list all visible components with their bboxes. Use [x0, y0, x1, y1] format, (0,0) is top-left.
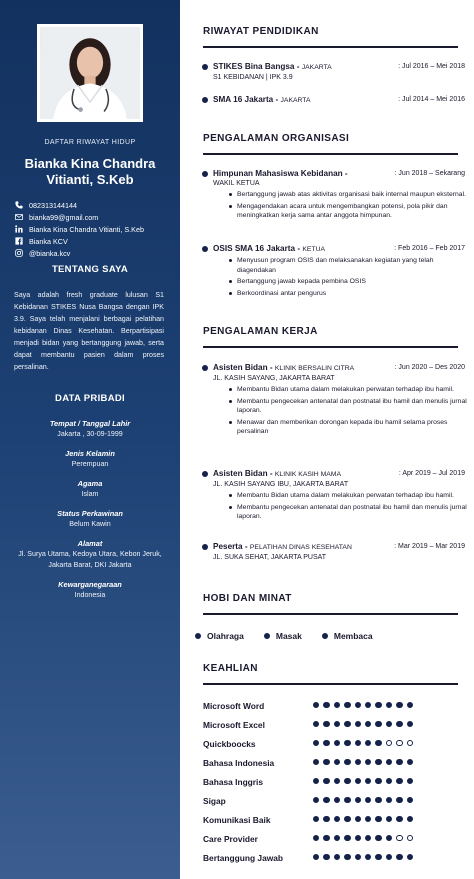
pd-value: Jakarta , 30-09-1999 [57, 430, 123, 438]
personal-address [0, 538, 180, 571]
skill-dot-empty [386, 740, 392, 746]
skill-rating [313, 835, 417, 841]
skill-dot-filled [386, 702, 392, 708]
pd-label: Kewarganegaraan [58, 580, 122, 589]
skill-rating [313, 797, 417, 803]
skill-dot-filled [344, 797, 350, 803]
skill-row [203, 719, 463, 731]
work-section [203, 326, 474, 340]
bullet-point: Mengagendakan acara untuk mengembangkan potensi, pola pikir dan meningkatkan kerja sama antar anggota himpunan. [213, 202, 474, 221]
entry-bullets [213, 385, 474, 437]
contact-instagram-text: @bianka.kcv [29, 248, 71, 258]
bullet-dot [202, 544, 208, 550]
skill-dot-filled [344, 854, 350, 860]
entry-name: Himpunan Mahasiswa Kebidanan - [213, 169, 348, 178]
skill-row [203, 852, 463, 864]
skill-row [203, 700, 463, 712]
skill-rating [313, 778, 417, 784]
skill-dot-filled [323, 816, 329, 822]
skill-dot-filled [375, 816, 381, 822]
skill-dot-filled [334, 835, 340, 841]
about-text: Saya adalah fresh graduate lulusan S1 Kebidanan STIKES Nusa Bangsa dengan IPK 3.9. Saya telah menjalani berbagai pelatihan kebidanan Dinas Kesehatan. Berpartisipasi menjadi bidan yang bertanggung jawab, serta dapat membantu pasien dalam proses persalinan. [14, 291, 164, 371]
skill-dot-filled [344, 702, 350, 708]
pd-label: Tempat / Tanggal Lahir [49, 419, 131, 428]
skill-dot-filled [386, 721, 392, 727]
skill-dot-filled [323, 702, 329, 708]
skill-dot-filled [323, 759, 329, 765]
contact-list [14, 199, 176, 259]
skill-dot-filled [323, 721, 329, 727]
skill-dot-filled [334, 702, 340, 708]
skill-dot-filled [375, 702, 381, 708]
bullet-point: Berkoordinasi antar pengurus [213, 289, 474, 299]
skill-dot-filled [386, 835, 392, 841]
entry-date: : Mar 2019 – Mar 2019 [394, 543, 465, 550]
work-item [213, 541, 474, 563]
entry-org: PELATIHAN DINAS KESEHATAN [249, 544, 352, 551]
skill-dot-filled [344, 816, 350, 822]
skill-dot-filled [386, 759, 392, 765]
skill-dot-filled [355, 835, 361, 841]
skill-dot-filled [375, 721, 381, 727]
bullet-dot [195, 633, 201, 639]
skill-rating [313, 702, 417, 708]
education-section [203, 26, 474, 40]
skill-dot-filled [365, 797, 371, 803]
bullet-point: Membantu Bidan utama dalam melakukan perwatan terhadap ibu hamil. [213, 491, 474, 501]
skill-dot-filled [323, 797, 329, 803]
hobby-label: Membaca [333, 631, 373, 641]
skill-dot-filled [323, 854, 329, 860]
contact-linkedin[interactable] [14, 223, 176, 235]
bullet-point: Menyusun program OSIS dan melaksanakan kegiatan yang telah diagendakan [213, 256, 474, 275]
profile-photo [37, 24, 143, 122]
bullet-point: Bertanggung jawab kepada pembina OSIS [213, 277, 474, 287]
pd-label: Alamat [77, 539, 103, 548]
skill-dot-filled [355, 797, 361, 803]
bullet-dot [202, 64, 208, 70]
skill-dot-filled [396, 797, 402, 803]
entry-title [213, 362, 393, 374]
skill-dot-filled [386, 778, 392, 784]
skill-dot-filled [334, 740, 340, 746]
entry-sub: WAKIL KETUA [213, 180, 260, 187]
skill-dot-filled [365, 816, 371, 822]
pd-label: Agama [77, 479, 103, 488]
skill-dot-filled [334, 759, 340, 765]
skill-dot-filled [407, 854, 413, 860]
skill-dot-filled [313, 797, 319, 803]
skill-rating [313, 759, 417, 765]
skill-dot-filled [355, 721, 361, 727]
entry-sub: S1 KEBIDANAN | IPK 3.9 [213, 74, 293, 81]
entry-name: Asisten Bidan - [213, 363, 273, 372]
entry-org: JAKARTA [301, 64, 332, 71]
skill-name: Quickboocks [203, 739, 256, 749]
entry-sub: JL. KASIH SAYANG IBU, JAKARTA BARAT [213, 481, 349, 488]
skill-dot-filled [344, 759, 350, 765]
bullet-dot [202, 171, 208, 177]
skill-dot-filled [344, 835, 350, 841]
entry-name: SMA 16 Jakarta - [213, 95, 279, 104]
skill-dot-filled [344, 778, 350, 784]
entry-bullets [213, 256, 474, 298]
education-title: RIWAYAT PENDIDIKAN [203, 26, 319, 37]
entry-date: : Jul 2014 – Mei 2016 [398, 96, 465, 103]
skill-dot-filled [313, 740, 319, 746]
skill-dot-filled [323, 778, 329, 784]
section-divider [203, 346, 458, 348]
skill-dot-filled [323, 740, 329, 746]
contact-email-text: bianka99@gmail.com [29, 212, 99, 222]
skill-dot-filled [407, 778, 413, 784]
skill-name: Bertanggung Jawab [203, 853, 284, 863]
skill-dot-filled [375, 835, 381, 841]
skill-dot-filled [407, 721, 413, 727]
skill-dot-filled [396, 778, 402, 784]
entry-name: STIKES Bina Bangsa - [213, 62, 300, 71]
skill-dot-filled [396, 759, 402, 765]
hobby-label: Masak [275, 631, 302, 641]
facebook-icon [14, 237, 23, 246]
skill-dot-empty [407, 835, 413, 841]
contact-facebook[interactable] [14, 235, 176, 247]
entry-title [213, 541, 383, 553]
skill-name: Bahasa Indonesia [203, 758, 275, 768]
education-item [213, 61, 474, 83]
skill-rating [313, 740, 417, 746]
entry-org: KLINIK KASIH MAMA [274, 471, 341, 478]
skill-dot-filled [355, 740, 361, 746]
skill-dot-filled [365, 721, 371, 727]
skills-section [203, 663, 474, 677]
entry-date: : Apr 2019 – Jul 2019 [398, 470, 465, 477]
instagram-icon [14, 249, 23, 258]
contact-facebook-text: Bianka KCV [29, 236, 68, 246]
skill-dot-filled [386, 797, 392, 803]
work-item [213, 468, 474, 524]
full-name [0, 156, 180, 188]
email-icon [14, 213, 23, 222]
skill-dot-filled [355, 854, 361, 860]
skill-row [203, 795, 463, 807]
cv-label: DAFTAR RIWAYAT HIDUP [44, 139, 136, 146]
section-divider [203, 153, 458, 155]
profile-photo-illustration [40, 27, 140, 119]
phone-icon [14, 201, 23, 210]
skills-title: KEAHLIAN [203, 663, 258, 674]
entry-name: Asisten Bidan - [213, 469, 273, 478]
entry-org: KLINIK BERSALIN CITRA [274, 365, 355, 372]
entry-date: : Jul 2016 – Mei 2018 [398, 63, 465, 70]
skill-dot-filled [407, 797, 413, 803]
entry-org: KETUA [302, 246, 326, 253]
skill-dot-filled [407, 816, 413, 822]
skill-dot-filled [365, 778, 371, 784]
skill-row [203, 738, 463, 750]
personal-data [0, 418, 180, 609]
skill-dot-filled [365, 854, 371, 860]
skill-name: Sigap [203, 796, 226, 806]
hobby-list [195, 631, 393, 641]
section-divider [203, 683, 458, 685]
skill-dot-filled [323, 835, 329, 841]
skill-dot-filled [313, 702, 319, 708]
bullet-point: Membantu pengecekan antenatal dan postnatal ibu hamil dan menulis jurnal laporan. [213, 503, 474, 522]
work-item [213, 362, 474, 439]
pd-value: Perempuan [71, 460, 109, 468]
personal-marital [0, 508, 180, 530]
personal-data-title: DATA PRIBADI [55, 393, 125, 404]
hobby-item [264, 631, 302, 641]
organization-title: PENGALAMAN ORGANISASI [203, 133, 350, 144]
entry-date: : Jun 2018 – Sekarang [394, 170, 465, 177]
work-title: PENGALAMAN KERJA [203, 326, 318, 337]
skill-dot-filled [386, 816, 392, 822]
organization-section [203, 133, 474, 147]
pd-label: Status Perkawinan [57, 509, 123, 518]
skill-dot-filled [407, 702, 413, 708]
skill-rating [313, 854, 417, 860]
skill-name: Komunikasi Baik [203, 815, 271, 825]
linkedin-icon [14, 225, 23, 234]
personal-nationality [0, 579, 180, 601]
section-divider [203, 613, 458, 615]
pd-value: Belum Kawin [69, 520, 111, 528]
name-line-1: Bianka Kina Chandra [24, 156, 156, 171]
skill-name: Bahasa Inggris [203, 777, 264, 787]
skill-dot-filled [365, 740, 371, 746]
skill-dot-filled [344, 740, 350, 746]
pd-value: Indonesia [74, 591, 106, 599]
skill-dot-filled [355, 759, 361, 765]
bullet-point: Menawar dan memberikan dorongan kepada ibu hamil selama proses persalinan [213, 418, 474, 437]
skill-name: Microsoft Excel [203, 720, 265, 730]
bullet-dot [322, 633, 328, 639]
skill-dot-filled [344, 721, 350, 727]
skill-rating [313, 721, 417, 727]
contact-email[interactable] [14, 211, 176, 223]
entry-date: : Jun 2020 – Des 2020 [394, 364, 465, 371]
personal-birth [0, 418, 180, 440]
bullet-point: Bertanggung jawab atas aktivitas organisasi baik internal maupun eksternal. [213, 190, 474, 200]
skill-dot-filled [334, 778, 340, 784]
skill-dot-filled [334, 797, 340, 803]
entry-org: JAKARTA [280, 97, 311, 104]
skill-dot-filled [313, 778, 319, 784]
skill-rating [313, 816, 417, 822]
skill-dot-filled [396, 721, 402, 727]
skill-dot-filled [365, 835, 371, 841]
skill-dot-filled [313, 854, 319, 860]
skill-dot-filled [375, 759, 381, 765]
skill-name: Care Provider [203, 834, 258, 844]
pd-value: Jl. Surya Utama, Kedoya Utara, Kebon Jeruk, Jakarta Barat, DKI Jakarta [18, 550, 162, 569]
skill-dot-filled [355, 816, 361, 822]
skill-row [203, 814, 463, 826]
skill-dot-filled [396, 854, 402, 860]
organization-item [213, 168, 474, 223]
skill-dot-filled [375, 854, 381, 860]
entry-name: OSIS SMA 16 Jakarta - [213, 244, 301, 253]
bullet-dot [202, 97, 208, 103]
contact-linkedin-text: Bianka Kina Chandra Vitianti, S.Keb [29, 224, 144, 234]
bullet-dot [264, 633, 270, 639]
hobby-label: Olahraga [207, 631, 244, 641]
skill-dot-filled [365, 702, 371, 708]
bullet-point: Membantu Bidan utama dalam melakukan perwatan terhadap ibu hamil. [213, 385, 474, 395]
contact-instagram[interactable] [14, 247, 176, 259]
skill-dot-filled [334, 816, 340, 822]
skill-dot-empty [396, 740, 402, 746]
pd-value: Islam [81, 490, 99, 498]
entry-bullets [213, 190, 474, 221]
skill-dot-filled [334, 854, 340, 860]
entry-sub: JL. SUKA SEHAT, JAKARTA PUSAT [213, 554, 327, 561]
contact-phone[interactable] [14, 199, 176, 211]
skill-dot-filled [313, 816, 319, 822]
contact-phone-text: 082313144144 [29, 200, 77, 210]
skill-dot-filled [355, 702, 361, 708]
skill-dot-filled [407, 759, 413, 765]
bullet-point: Membantu pengecekan antenatal dan postnatal ibu hamil dan menulis jurnal laporan. [213, 397, 474, 416]
skill-row [203, 833, 463, 845]
name-line-2: Vitianti, S.Keb [46, 172, 134, 187]
entry-date: : Feb 2016 – Feb 2017 [394, 245, 465, 252]
skill-dot-empty [407, 740, 413, 746]
skill-dot-filled [375, 740, 381, 746]
pd-label: Jenis Kelamin [65, 449, 115, 458]
organization-item [213, 243, 474, 300]
skill-dot-filled [355, 778, 361, 784]
hobbies-section [203, 593, 474, 607]
skill-dot-filled [313, 721, 319, 727]
hobbies-title: HOBI DAN MINAT [203, 593, 292, 604]
skill-dot-filled [396, 816, 402, 822]
main-content [180, 0, 474, 879]
bullet-dot [202, 471, 208, 477]
hobby-item [322, 631, 373, 641]
skill-dot-filled [396, 702, 402, 708]
sidebar [0, 0, 180, 879]
personal-religion [0, 478, 180, 500]
entry-name: Peserta - [213, 542, 248, 551]
skill-dot-filled [334, 721, 340, 727]
skill-dot-filled [386, 854, 392, 860]
skill-row [203, 757, 463, 769]
skill-dot-filled [313, 759, 319, 765]
skill-row [203, 776, 463, 788]
skill-dot-filled [365, 759, 371, 765]
section-divider [203, 46, 458, 48]
bullet-dot [202, 365, 208, 371]
education-item [213, 94, 474, 106]
entry-bullets [213, 491, 474, 522]
bullet-dot [202, 246, 208, 252]
skill-dot-filled [313, 835, 319, 841]
about-title: TENTANG SAYA [51, 264, 129, 275]
personal-gender [0, 448, 180, 470]
skill-dot-filled [375, 778, 381, 784]
entry-sub: JL. KASIH SAYANG, JAKARTA BARAT [213, 375, 335, 382]
hobby-item [195, 631, 244, 641]
skill-dot-filled [375, 797, 381, 803]
skill-dot-empty [396, 835, 402, 841]
skill-name: Microsoft Word [203, 701, 265, 711]
